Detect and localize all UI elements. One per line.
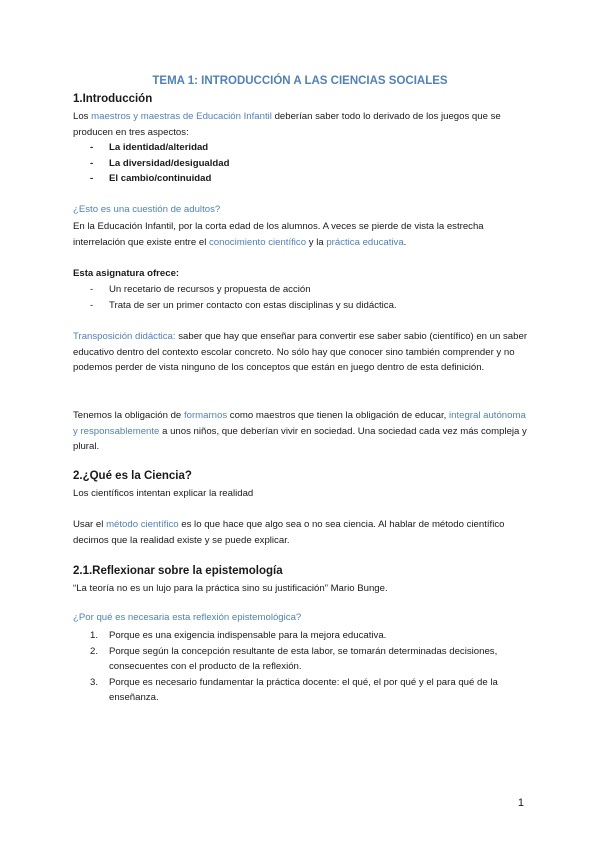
reasons-list	[73, 628, 533, 706]
aspects-list	[73, 140, 533, 187]
bunge-quote: “La teoría no es un lujo para la práctica sino su justificación” Mario Bunge.	[73, 583, 388, 594]
scientific-method-paragraph: Usar el método científico es lo que hace que algo sea o no sea ciencia. Al hablar de método científico decimos que la realidad existe y se puede explicar.	[73, 519, 505, 546]
document-title: TEMA 1: INTRODUCCIÓN A LAS CIENCIAS SOCIALES	[152, 75, 448, 87]
dash-bullet: -	[90, 157, 94, 169]
list-item: 1. Porque es una exigencia indispensable para la mejora educativa.	[90, 630, 387, 641]
highlight-educational-practice: práctica educativa	[326, 236, 404, 248]
section-2-1-heading: 2.1.Reflexionar sobre la epistemología	[73, 565, 283, 577]
highlight-scientific-knowledge: conocimiento científico	[209, 236, 307, 248]
dash-bullet: -	[90, 142, 94, 153]
highlight-train: formarnos	[183, 410, 228, 421]
scientists-paragraph: Los científicos intentan explicar la realidad	[73, 488, 254, 499]
adults-paragraph: En la Educación Infantil, por la corta edad de los alumnos. A veces se pierde de vista la estrecha interrelación que existe entre el conocimiento científico y la práctica educativa.	[73, 221, 484, 248]
subject-offers-lead: Esta asignatura ofrece:	[73, 268, 180, 279]
obligation-paragraph: Tenemos la obligación de formarnos como maestros que tienen la obligación de educar, integral autónoma y responsablemente a unos niños, que deberían vivir en sociedad. Una sociedad cada vez más compleja y plural.	[73, 410, 527, 452]
epistemology-question-heading: ¿Por qué es necesaria esta reflexión epistemológica?	[73, 612, 302, 623]
page-number: 1	[517, 797, 524, 809]
section-1-heading: 1.Introducción	[73, 93, 153, 105]
list-item: - Un recetario de recursos y propuesta de acción	[73, 282, 533, 298]
list-item: - La diversidad/desigualdad	[73, 156, 533, 172]
section-2-heading: 2.¿Qué es la Ciencia?	[73, 470, 192, 482]
list-item: 2. Porque según la concepción resultante de esta labor, se tomarán determinadas decisiones, consecuentes con el producto de la reflexión.	[90, 645, 498, 672]
list-item: - El cambio/continuidad	[73, 171, 533, 187]
list-item: 3. Porque es necesario fundamentar la práctica docente: el qué, el por qué y el para qué de la enseñanza.	[90, 676, 498, 703]
dash-bullet: -	[90, 284, 94, 295]
highlight-integral-autonomous: integral autónoma y responsablemente	[73, 410, 526, 437]
adults-question-heading: ¿Esto es una cuestión de adultos?	[73, 204, 221, 215]
dash-bullet: -	[90, 299, 94, 311]
intro-highlight: maestros y maestras de Educación Infantil	[91, 111, 272, 122]
didactic-transposition-paragraph: Transposición didáctica: saber que hay que enseñar para convertir ese saber sabio (científico) en un saber educativo dentro del contexto escolar concreto. No sólo hay que conocer sino también comprender y no podemos perder de vista ninguno de los conceptos que están en juego dentro de esta definición.	[73, 331, 528, 373]
offers-list	[73, 282, 533, 313]
term-didactic-transposition: Transposición didáctica:	[73, 331, 176, 342]
list-item: - Trata de ser un primer contacto con estas disciplinas y su didáctica.	[73, 298, 533, 314]
intro-paragraph	[73, 109, 533, 140]
highlight-scientific-method: método científico	[106, 519, 179, 530]
intro-text-a: Los	[73, 111, 92, 122]
list-item: - La identidad/alteridad	[73, 140, 533, 156]
intro-text-c: deberían saber todo lo derivado de los juegos que se producen en tres aspectos:	[73, 111, 501, 138]
dash-bullet: -	[90, 173, 94, 184]
